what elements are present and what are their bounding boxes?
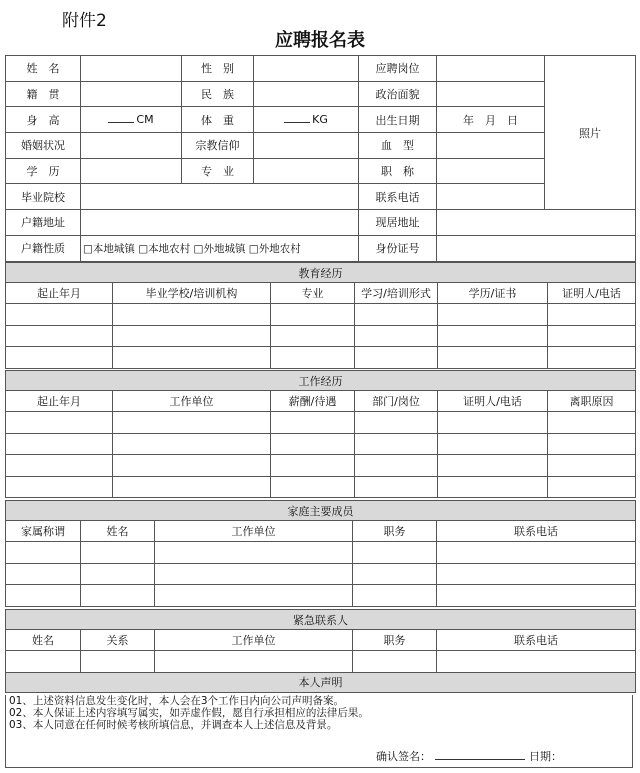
label-gender: 性 别 <box>182 56 254 82</box>
field-ethnicity[interactable] <box>254 81 359 107</box>
label-weight: 体 重 <box>182 107 254 133</box>
declaration-section-title: 本人声明 <box>6 672 636 692</box>
basic-info-table <box>5 55 636 262</box>
table-row[interactable] <box>6 325 636 347</box>
work-col-department: 部门/岗位 <box>355 391 438 412</box>
label-blood: 血 型 <box>359 133 437 159</box>
label-religion: 宗教信仰 <box>182 133 254 159</box>
label-current-address: 现居地址 <box>359 210 437 236</box>
family-col-job: 职务 <box>353 521 437 542</box>
table-row[interactable] <box>6 585 636 607</box>
label-name: 姓 名 <box>6 56 81 82</box>
table-row[interactable] <box>6 433 636 455</box>
signature-label: 确认签名： <box>376 750 431 763</box>
table-row[interactable] <box>6 476 636 498</box>
emergency-section-title: 紧急联系人 <box>6 610 636 630</box>
family-col-phone: 联系电话 <box>437 521 636 542</box>
family-section-title: 家庭主要成员 <box>6 501 636 521</box>
checkbox-local-urban[interactable]: □本地城镇 <box>83 242 135 255</box>
field-education[interactable] <box>81 158 182 184</box>
field-household-address[interactable] <box>81 210 359 236</box>
label-native-place: 籍 贯 <box>6 81 81 107</box>
label-education: 学 历 <box>6 158 81 184</box>
declaration-line-2: 02、本人保证上述内容填写属实，如弄虚作假，愿自行承担相应的法律后果。 <box>9 707 369 719</box>
unit-kg: KG <box>312 113 328 127</box>
label-height: 身 高 <box>6 107 81 133</box>
work-section-title: 工作经历 <box>6 371 636 391</box>
field-name[interactable] <box>81 56 182 82</box>
field-marital[interactable] <box>81 133 182 159</box>
date-label: 日期： <box>529 750 562 763</box>
edu-col-period: 起止年月 <box>6 283 113 304</box>
table-row[interactable] <box>6 347 636 369</box>
emergency-col-job: 职务 <box>353 630 437 651</box>
table-row[interactable] <box>6 651 636 673</box>
field-blood[interactable] <box>437 133 545 159</box>
label-title: 职 称 <box>359 158 437 184</box>
field-major[interactable] <box>254 158 359 184</box>
field-title[interactable] <box>437 158 545 184</box>
checkbox-local-rural[interactable]: □本地农村 <box>138 242 191 255</box>
edu-col-major: 专业 <box>271 283 355 304</box>
checkbox-outside-urban[interactable]: □外地城镇 <box>193 242 246 255</box>
work-col-salary: 薪酬/待遇 <box>271 391 355 412</box>
education-table <box>5 262 636 369</box>
field-height[interactable] <box>81 107 182 133</box>
work-col-period: 起止年月 <box>6 391 113 412</box>
field-gender[interactable] <box>254 56 359 82</box>
work-col-reference: 证明人/电话 <box>438 391 548 412</box>
table-row[interactable] <box>6 304 636 326</box>
checkbox-outside-rural[interactable]: □外地农村 <box>248 242 301 255</box>
family-table <box>5 500 636 607</box>
table-row[interactable] <box>6 455 636 477</box>
table-row[interactable] <box>6 542 636 564</box>
education-section-title: 教育经历 <box>6 263 636 283</box>
field-household-type[interactable] <box>81 235 359 261</box>
label-marital: 婚姻状况 <box>6 133 81 159</box>
declaration-box <box>5 695 633 768</box>
work-col-reason: 离职原因 <box>548 391 636 412</box>
family-col-relation: 家属称谓 <box>6 521 81 542</box>
label-household-type: 户籍性质 <box>6 235 81 261</box>
edu-col-school: 毕业学校/培训机构 <box>113 283 271 304</box>
field-weight[interactable] <box>254 107 359 133</box>
signature-area[interactable] <box>373 750 562 763</box>
table-row[interactable] <box>6 412 636 434</box>
field-current-address[interactable] <box>437 210 636 236</box>
label-phone: 联系电话 <box>359 184 437 210</box>
field-religion[interactable] <box>254 133 359 159</box>
field-birthdate[interactable]: 年 月 日 <box>437 107 545 133</box>
family-col-name: 姓名 <box>81 521 155 542</box>
label-political: 政治面貌 <box>359 81 437 107</box>
label-position: 应聘岗位 <box>359 56 437 82</box>
table-row[interactable] <box>6 563 636 585</box>
field-school[interactable] <box>81 184 359 210</box>
work-table <box>5 370 636 498</box>
attachment-label: 附件2 <box>62 11 107 31</box>
label-major: 专 业 <box>182 158 254 184</box>
edu-col-form: 学习/培训形式 <box>355 283 438 304</box>
field-political[interactable] <box>437 81 545 107</box>
family-col-employer: 工作单位 <box>155 521 353 542</box>
emergency-col-employer: 工作单位 <box>155 630 353 651</box>
field-phone[interactable] <box>437 184 545 210</box>
emergency-col-name: 姓名 <box>6 630 81 651</box>
work-col-employer: 工作单位 <box>113 391 271 412</box>
form-title: 应聘报名表 <box>275 30 365 51</box>
field-id-number[interactable] <box>437 235 636 261</box>
field-position[interactable] <box>437 56 545 82</box>
label-ethnicity: 民 族 <box>182 81 254 107</box>
photo-box[interactable] <box>545 56 636 210</box>
edu-col-degree: 学历/证书 <box>438 283 548 304</box>
emergency-col-relation: 关系 <box>81 630 155 651</box>
label-school: 毕业院校 <box>6 184 81 210</box>
label-household-address: 户籍地址 <box>6 210 81 236</box>
edu-col-reference: 证明人/电话 <box>548 283 636 304</box>
emergency-table <box>5 609 636 693</box>
declaration-line-3: 03、本人同意在任何时候考核所填信息，并调查本人上述信息及背景。 <box>9 719 338 731</box>
emergency-col-phone: 联系电话 <box>437 630 636 651</box>
field-native-place[interactable] <box>81 81 182 107</box>
photo-label: 照片 <box>579 126 601 140</box>
label-birthdate: 出生日期 <box>359 107 437 133</box>
signature-line[interactable] <box>435 750 525 760</box>
declaration-line-1: 01、上述资料信息发生变化时，本人会在3个工作日内向公司声明备案。 <box>9 695 345 707</box>
label-id-number: 身份证号 <box>359 235 437 261</box>
unit-cm: CM <box>136 113 154 127</box>
